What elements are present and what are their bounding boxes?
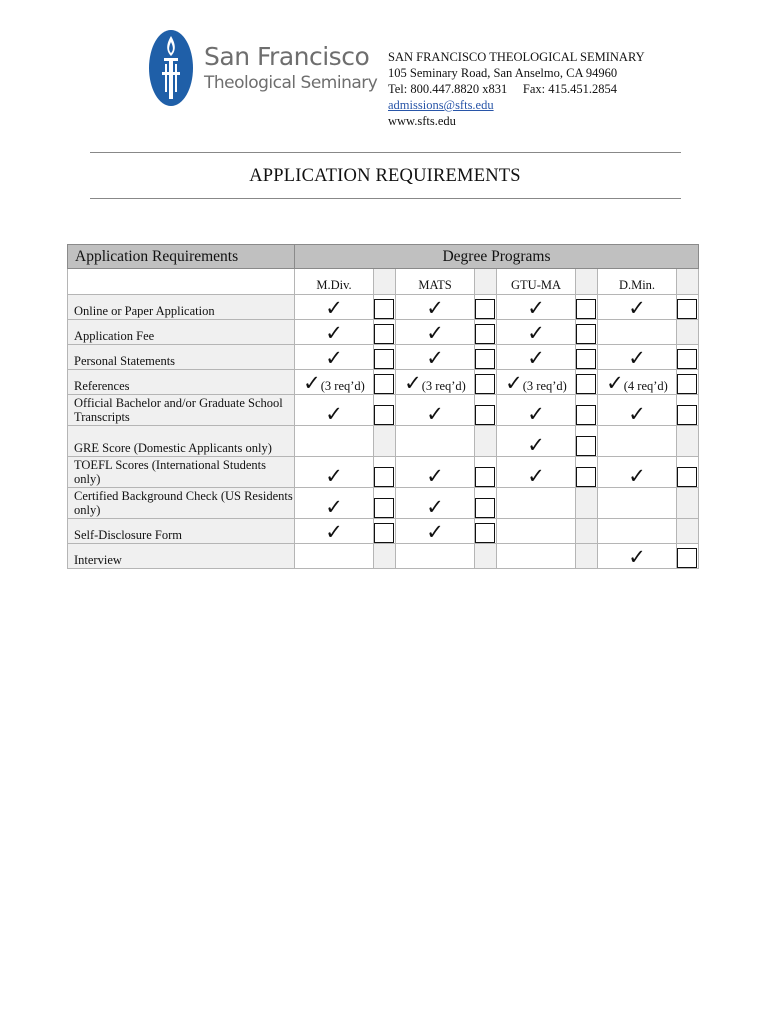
checkmark-icon: ✓ [325,520,343,544]
requirement-check-cell [598,345,677,370]
requirement-check-cell [396,519,475,544]
checkmark-icon: ✓ [426,296,444,320]
checkmark-icon: ✓ [426,520,444,544]
logo-subtitle: Theological Seminary [204,73,378,93]
table-row [68,320,699,345]
requirement-check-cell [497,426,576,457]
checkmark-icon: ✓ [325,464,343,488]
degree-header: MATS [396,269,475,295]
checkbox[interactable] [677,299,697,319]
requirement-check-cell [396,395,475,426]
table-row [68,295,699,320]
checkbox[interactable] [576,299,596,319]
table-row [68,488,699,519]
checkmark-icon: ✓ [628,402,646,426]
requirement-label: Personal Statements [68,345,295,370]
checkbox[interactable] [576,324,596,344]
checkmark-icon: ✓ [527,433,545,457]
checkbox[interactable] [677,405,697,425]
checkmark-icon: ✓ [426,321,444,345]
checkbox[interactable] [374,324,394,344]
requirement-check-cell [295,519,374,544]
checkbox[interactable] [374,405,394,425]
requirement-check-cell [497,345,576,370]
requirement-check-cell [497,457,576,488]
checkbox[interactable] [576,467,596,487]
requirement-note: (3 req’d) [421,379,466,393]
requirement-check-cell [295,345,374,370]
sfts-logo [147,28,378,108]
phone-fax: Tel: 800.447.8820 x831 Fax: 415.451.2854 [388,82,617,96]
requirement-check-cell [497,320,576,345]
checkbox[interactable] [576,349,596,369]
checkmark-icon: ✓ [426,402,444,426]
requirement-check-cell [396,370,475,395]
degree-header: GTU-MA [497,269,576,295]
table-row [68,457,699,488]
table-row [68,544,699,569]
requirement-check-cell [396,320,475,345]
requirements-header: Application Requirements [68,245,295,269]
table-row [68,345,699,370]
requirement-check-cell [295,320,374,345]
requirements-table [67,244,699,569]
requirement-label: Certified Background Check (US Residents only) [68,488,295,519]
checkbox[interactable] [677,349,697,369]
requirement-check-cell [598,395,677,426]
checkmark-icon: ✓ [426,495,444,519]
checkbox[interactable] [374,523,394,543]
requirement-check-cell [497,519,576,544]
checkbox[interactable] [374,498,394,518]
seminary-emblem-icon [147,28,195,108]
checkmark-icon: ✓ [404,371,422,395]
checkbox[interactable] [576,374,596,394]
checkbox[interactable] [475,523,495,543]
checkmark-icon: ✓ [628,346,646,370]
checkbox[interactable] [374,467,394,487]
checkmark-icon: ✓ [325,346,343,370]
checkbox[interactable] [475,324,495,344]
degree-header: D.Min. [598,269,677,295]
checkbox[interactable] [677,374,697,394]
requirement-check-cell [598,295,677,320]
checkmark-icon: ✓ [303,371,321,395]
requirement-check-cell [497,295,576,320]
requirement-check-cell [598,488,677,519]
page-title: APPLICATION REQUIREMENTS [249,166,521,186]
requirement-check-cell [497,370,576,395]
requirement-check-cell [497,488,576,519]
checkbox[interactable] [374,349,394,369]
contact-block [388,49,645,129]
checkbox[interactable] [374,299,394,319]
requirement-check-cell [396,426,475,457]
table-row [68,370,699,395]
degree-programs-header: Degree Programs [295,245,699,269]
requirement-check-cell [396,295,475,320]
street-address: 105 Seminary Road, San Anselmo, CA 94960 [388,66,618,80]
checkbox[interactable] [475,299,495,319]
checkmark-icon: ✓ [527,346,545,370]
requirement-label: References [68,370,295,395]
requirement-check-cell [295,426,374,457]
requirement-label: Application Fee [68,320,295,345]
checkmark-icon: ✓ [606,371,624,395]
requirement-check-cell [396,457,475,488]
requirement-label: Interview [68,544,295,569]
requirement-check-cell [598,457,677,488]
checkmark-icon: ✓ [325,495,343,519]
checkbox[interactable] [475,405,495,425]
checkmark-icon: ✓ [426,464,444,488]
logo-name: San Francisco [204,42,370,71]
checkbox[interactable] [475,374,495,394]
checkmark-icon: ✓ [628,545,646,569]
checkmark-icon: ✓ [426,346,444,370]
checkmark-icon: ✓ [325,402,343,426]
requirement-check-cell [598,544,677,569]
top-divider [90,152,681,153]
requirement-check-cell [295,544,374,569]
requirement-label: TOEFL Scores (International Students only) [68,457,295,488]
requirement-label: Self-Disclosure Form [68,519,295,544]
requirement-note: (3 req’d) [320,379,365,393]
requirement-check-cell [598,426,677,457]
checkmark-icon: ✓ [628,464,646,488]
checkbox[interactable] [677,548,697,568]
checkmark-icon: ✓ [628,296,646,320]
checkmark-icon: ✓ [527,321,545,345]
title-divider [90,198,681,199]
requirement-check-cell [295,457,374,488]
checkmark-icon: ✓ [527,464,545,488]
requirement-check-cell [396,544,475,569]
requirement-check-cell [396,488,475,519]
requirement-check-cell [497,544,576,569]
org-name: SAN FRANCISCO THEOLOGICAL SEMINARY [388,50,645,64]
table-row [68,395,699,426]
requirement-note: (4 req’d) [623,379,668,393]
checkbox[interactable] [374,374,394,394]
checkbox[interactable] [576,436,596,456]
checkmark-icon: ✓ [325,321,343,345]
requirement-check-cell [295,295,374,320]
degree-header: M.Div. [295,269,374,295]
checkmark-icon: ✓ [527,402,545,426]
requirement-check-cell [598,370,677,395]
table-row [68,519,699,544]
requirement-check-cell [598,519,677,544]
checkmark-icon: ✓ [505,371,523,395]
requirement-check-cell [295,395,374,426]
requirement-label: GRE Score (Domestic Applicants only) [68,426,295,457]
checkbox[interactable] [576,405,596,425]
requirement-check-cell [497,395,576,426]
checkbox[interactable] [475,349,495,369]
checkmark-icon: ✓ [527,296,545,320]
requirement-check-cell [295,370,374,395]
requirement-check-cell [396,345,475,370]
requirement-note: (3 req’d) [522,379,567,393]
requirement-label: Official Bachelor and/or Graduate School Transcripts [68,395,295,426]
website: www.sfts.edu [388,114,456,128]
checkbox[interactable] [677,467,697,487]
checkmark-icon: ✓ [325,296,343,320]
checkbox[interactable] [475,467,495,487]
requirement-check-cell [295,488,374,519]
email-link[interactable]: admissions@sfts.edu [388,98,494,112]
checkbox[interactable] [475,498,495,518]
table-row [68,426,699,457]
requirement-check-cell [598,320,677,345]
requirement-label: Online or Paper Application [68,295,295,320]
